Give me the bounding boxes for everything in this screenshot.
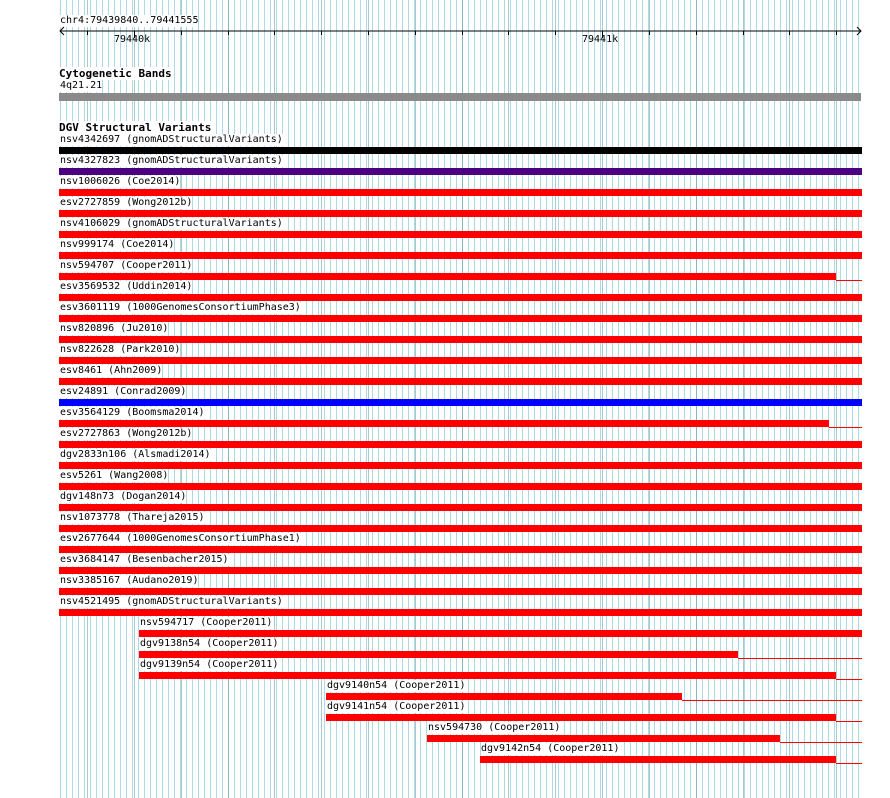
dgv-feature-label[interactable]: nsv820896 (Ju2010) bbox=[60, 323, 169, 334]
dgv-feature-track-line bbox=[682, 700, 862, 701]
dgv-feature-bar[interactable] bbox=[59, 315, 862, 322]
dgv-feature-bar[interactable] bbox=[59, 231, 862, 238]
dgv-feature-track-line bbox=[836, 280, 862, 281]
dgv-feature-bar[interactable] bbox=[139, 630, 862, 637]
dgv-feature-bar[interactable] bbox=[59, 462, 862, 469]
dgv-feature-bar[interactable] bbox=[326, 693, 682, 700]
dgv-track-title: DGV Structural Variants bbox=[59, 121, 212, 134]
dgv-feature-bar[interactable] bbox=[59, 378, 862, 385]
dgv-feature-label[interactable]: esv3684147 (Besenbacher2015) bbox=[60, 554, 229, 565]
dgv-feature-bar[interactable] bbox=[59, 168, 862, 175]
dgv-feature-label[interactable]: nsv4106029 (gnomADStructuralVariants) bbox=[60, 218, 283, 229]
dgv-feature-bar[interactable] bbox=[59, 210, 862, 217]
dgv-feature-label[interactable]: nsv594707 (Cooper2011) bbox=[60, 260, 193, 271]
dgv-feature-label[interactable]: esv2727859 (Wong2012b) bbox=[60, 197, 193, 208]
cytoband-track-title: Cytogenetic Bands bbox=[59, 67, 172, 80]
dgv-feature-label[interactable]: esv5261 (Wang2008) bbox=[60, 470, 169, 481]
dgv-feature-bar[interactable] bbox=[59, 252, 862, 259]
dgv-feature-bar[interactable] bbox=[59, 483, 862, 490]
cytoband-label: 4q21.21 bbox=[60, 80, 103, 91]
dgv-feature-label[interactable]: dgv9139n54 (Cooper2011) bbox=[140, 659, 279, 670]
dgv-feature-bar[interactable] bbox=[427, 735, 780, 742]
dgv-feature-label[interactable]: dgv148n73 (Dogan2014) bbox=[60, 491, 187, 502]
dgv-feature-label[interactable]: nsv1006026 (Coe2014) bbox=[60, 176, 181, 187]
dgv-feature-bar[interactable] bbox=[59, 357, 862, 364]
dgv-feature-bar[interactable] bbox=[59, 336, 862, 343]
dgv-feature-label[interactable]: dgv9138n54 (Cooper2011) bbox=[140, 638, 279, 649]
dgv-feature-track-line bbox=[829, 427, 862, 428]
dgv-feature-label[interactable]: nsv822628 (Park2010) bbox=[60, 344, 181, 355]
dgv-feature-label[interactable]: dgv2833n106 (Alsmadi2014) bbox=[60, 449, 211, 460]
dgv-feature-label[interactable]: esv3601119 (1000GenomesConsortiumPhase3) bbox=[60, 302, 301, 313]
dgv-feature-label[interactable]: esv3569532 (Uddin2014) bbox=[60, 281, 193, 292]
dgv-feature-label[interactable]: dgv9142n54 (Cooper2011) bbox=[481, 743, 620, 754]
dgv-feature-bar[interactable] bbox=[139, 651, 738, 658]
dgv-feature-bar[interactable] bbox=[59, 609, 862, 616]
dgv-feature-label[interactable]: dgv9140n54 (Cooper2011) bbox=[327, 680, 466, 691]
dgv-feature-bar[interactable] bbox=[59, 546, 862, 553]
dgv-feature-bar[interactable] bbox=[139, 672, 836, 679]
dgv-feature-bar[interactable] bbox=[59, 567, 862, 574]
dgv-feature-bar[interactable] bbox=[59, 504, 862, 511]
dgv-feature-bar[interactable] bbox=[59, 147, 862, 154]
dgv-feature-track-line bbox=[738, 658, 862, 659]
dgv-feature-bar[interactable] bbox=[59, 294, 862, 301]
dgv-feature-label[interactable]: esv2727863 (Wong2012b) bbox=[60, 428, 193, 439]
dgv-feature-label[interactable]: nsv999174 (Coe2014) bbox=[60, 239, 175, 250]
dgv-feature-bar[interactable] bbox=[59, 441, 862, 448]
dgv-feature-label[interactable]: nsv4521495 (gnomADStructuralVariants) bbox=[60, 596, 283, 607]
dgv-feature-label[interactable]: nsv4342697 (gnomADStructuralVariants) bbox=[60, 134, 283, 145]
dgv-feature-bar[interactable] bbox=[59, 189, 862, 196]
dgv-feature-label[interactable]: esv8461 (Ahn2009) bbox=[60, 365, 163, 376]
dgv-feature-track-line bbox=[780, 742, 862, 743]
ruler-range-label: chr4:79439840..79441555 bbox=[60, 15, 199, 26]
dgv-feature-label[interactable]: nsv594717 (Cooper2011) bbox=[140, 617, 273, 628]
dgv-feature-label[interactable]: esv3564129 (Boomsma2014) bbox=[60, 407, 205, 418]
dgv-feature-label[interactable]: esv2677644 (1000GenomesConsortiumPhase1) bbox=[60, 533, 301, 544]
dgv-feature-label[interactable]: esv24891 (Conrad2009) bbox=[60, 386, 187, 397]
ruler-major-label: 79441k bbox=[582, 34, 619, 45]
dgv-feature-label[interactable]: nsv594730 (Cooper2011) bbox=[428, 722, 561, 733]
ruler-major-label: 79440k bbox=[114, 34, 151, 45]
dgv-feature-bar[interactable] bbox=[480, 756, 836, 763]
dgv-feature-label[interactable]: nsv3385167 (Audano2019) bbox=[60, 575, 199, 586]
dgv-feature-bar[interactable] bbox=[326, 714, 836, 721]
dgv-feature-track-line bbox=[836, 763, 862, 764]
dgv-feature-bar[interactable] bbox=[59, 399, 862, 406]
dgv-feature-bar[interactable] bbox=[59, 273, 836, 280]
dgv-feature-bar[interactable] bbox=[59, 525, 862, 532]
cytoband-bar[interactable] bbox=[59, 93, 861, 101]
dgv-feature-track-line bbox=[836, 721, 862, 722]
dgv-feature-track-line bbox=[836, 679, 862, 680]
dgv-feature-label[interactable]: dgv9141n54 (Cooper2011) bbox=[327, 701, 466, 712]
dgv-feature-label[interactable]: nsv1073778 (Thareja2015) bbox=[60, 512, 205, 523]
dgv-feature-label[interactable]: nsv4327823 (gnomADStructuralVariants) bbox=[60, 155, 283, 166]
dgv-feature-bar[interactable] bbox=[59, 420, 829, 427]
dgv-feature-bar[interactable] bbox=[59, 588, 862, 595]
